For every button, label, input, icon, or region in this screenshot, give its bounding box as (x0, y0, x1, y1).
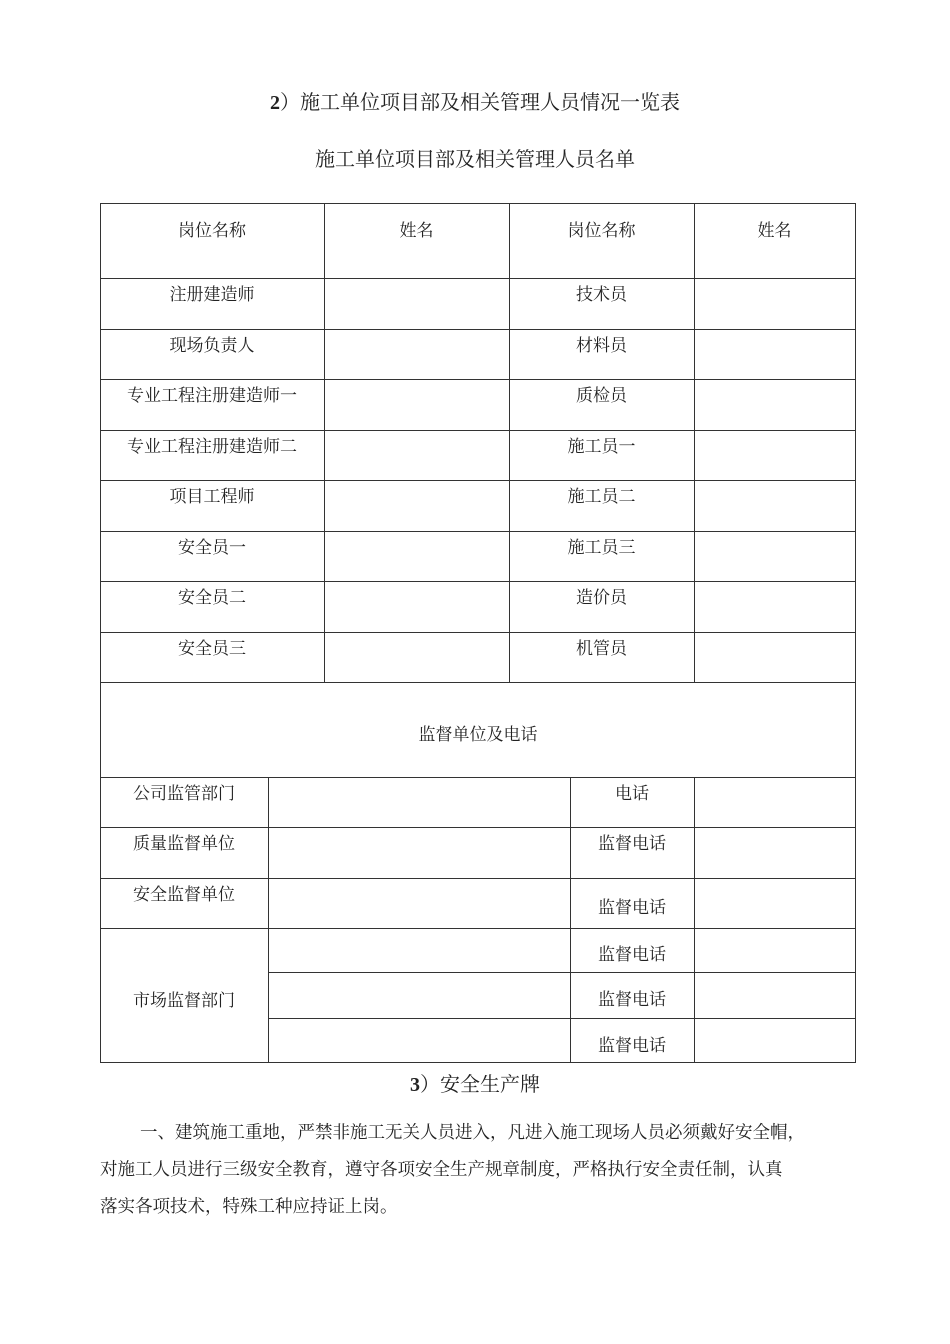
staff-right-8: 机管员 (576, 639, 627, 659)
staff-right-7: 造价员 (576, 588, 627, 608)
staff-left-3: 专业工程注册建造师一 (127, 386, 297, 406)
supervision-phone-label-3: 监督电话 (598, 898, 666, 918)
section-heading-3: 3）安全生产牌 (410, 1072, 540, 1096)
table-subtitle: 施工单位项目部及相关管理人员名单 (315, 147, 635, 171)
supervision-phone-label-1: 电话 (615, 784, 649, 804)
market-supervision-label: 市场监督部门 (133, 991, 235, 1011)
staff-left-4: 专业工程注册建造师二 (127, 437, 297, 457)
staff-right-6: 施工员三 (567, 538, 636, 558)
staff-right-5: 施工员二 (567, 487, 636, 507)
staff-right-2: 材料员 (576, 336, 627, 356)
header-name-1: 姓名 (399, 221, 434, 241)
staff-left-5: 项目工程师 (169, 487, 255, 507)
header-position-1: 岗位名称 (178, 221, 246, 241)
staff-right-1: 技术员 (576, 285, 627, 305)
paragraph-line-3: 落实各项技术，特殊工种应持证上岗。 (100, 1197, 398, 1217)
paragraph-line-2: 对施工人员进行三级安全教育，遵守各项安全生产规章制度，严格执行安全责任制，认真 (100, 1160, 783, 1180)
staff-left-7: 安全员二 (178, 588, 246, 608)
safety-paragraph (100, 1115, 860, 1226)
section-heading-2: 2）施工单位项目部及相关管理人员情况一览表 (270, 90, 680, 114)
staff-left-2: 现场负责人 (169, 336, 255, 356)
market-phone-label-1: 监督电话 (598, 945, 666, 965)
market-phone-label-3: 监督电话 (598, 1036, 666, 1056)
market-phone-label-2: 监督电话 (598, 990, 666, 1010)
header-position-2: 岗位名称 (567, 221, 636, 241)
staff-left-8: 安全员三 (178, 639, 246, 659)
header-name-2: 姓名 (757, 221, 792, 241)
supervision-label-1: 公司监管部门 (133, 784, 235, 804)
staff-right-4: 施工员一 (567, 437, 636, 457)
supervision-phone-label-2: 监督电话 (598, 834, 666, 854)
staff-left-6: 安全员一 (178, 538, 246, 558)
paragraph-line-1: 一、建筑施工重地，严禁非施工无关人员进入，凡进入施工现场人员必须戴好安全帽， (140, 1123, 805, 1143)
supervision-label-3: 安全监督单位 (133, 885, 235, 905)
supervision-title: 监督单位及电话 (418, 725, 538, 745)
staff-right-3: 质检员 (576, 386, 627, 406)
staff-left-1: 注册建造师 (169, 285, 255, 305)
supervision-label-2: 质量监督单位 (133, 834, 235, 854)
